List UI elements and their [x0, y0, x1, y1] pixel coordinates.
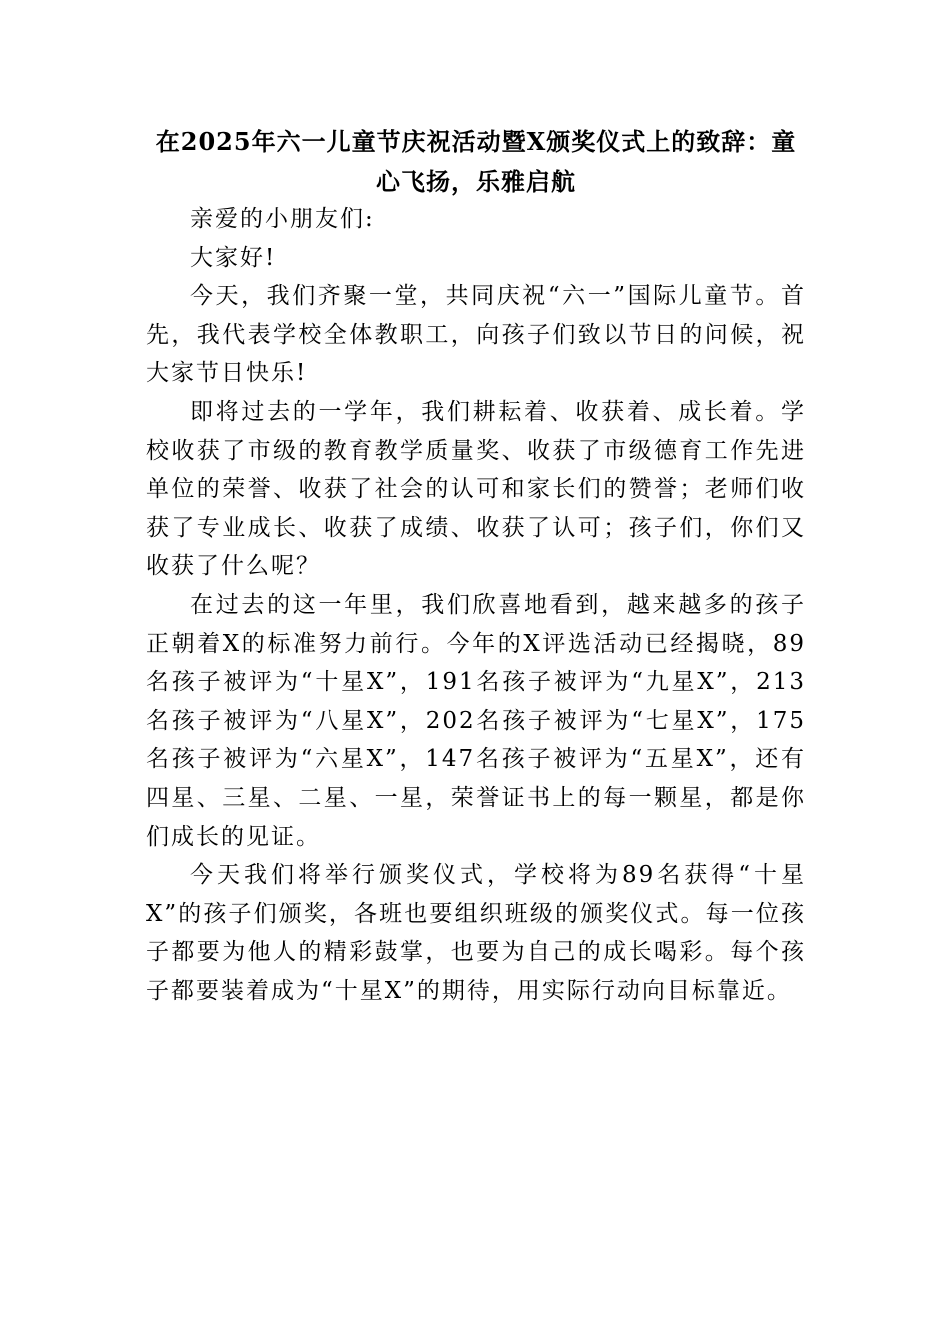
paragraph-ceremony: 今天我们将举行颁奖仪式，学校将为89名获得“十星X”的孩子们颁奖，各班也要组织班级的颁奖仪式。每一位孩子都要为他人的精彩鼓掌，也要为自己的成长喝彩。每个孩子都要装着成为“十星X”的期待，用实际行动向目标靠近。 [146, 862, 806, 1004]
salutation: 亲爱的小朋友们: [190, 206, 375, 232]
document-title: 在2025年六一儿童节庆祝活动暨X颁奖仪式上的致辞：童心飞扬，乐雅启航 [155, 127, 797, 196]
document-body [146, 200, 806, 1010]
paragraph-star-awards: 在过去的这一年里，我们欣喜地看到，越来越多的孩子正朝着X的标准努力前行。今年的X评选活动已经揭晓，89名孩子被评为“十星X”，191名孩子被评为“九星X”，213名孩子被评为“八星X”，202名孩子被评为“七星X”，175名孩子被评为“六星X”，147名孩子被评为“五星X”，还有四星、三星、二星、一星，荣誉证书上的每一颗星，都是你们成长的见证。 [146, 591, 806, 850]
greeting: 大家好! [190, 244, 277, 271]
paragraph-achievements: 即将过去的一学年，我们耕耘着、收获着、成长着。学校收获了市级的教育教学质量奖、收获了市级德育工作先进单位的荣誉、收获了社会的认可和家长们的赞誉；老师们收获了专业成长、收获了成绩、收获了认可；孩子们，你们又收获了什么呢？ [146, 398, 806, 580]
paragraph-opening: 今天，我们齐聚一堂，共同庆祝“六一”国际儿童节。首先，我代表学校全体教职工，向孩子们致以节日的问候，祝大家节日快乐! [146, 283, 806, 387]
